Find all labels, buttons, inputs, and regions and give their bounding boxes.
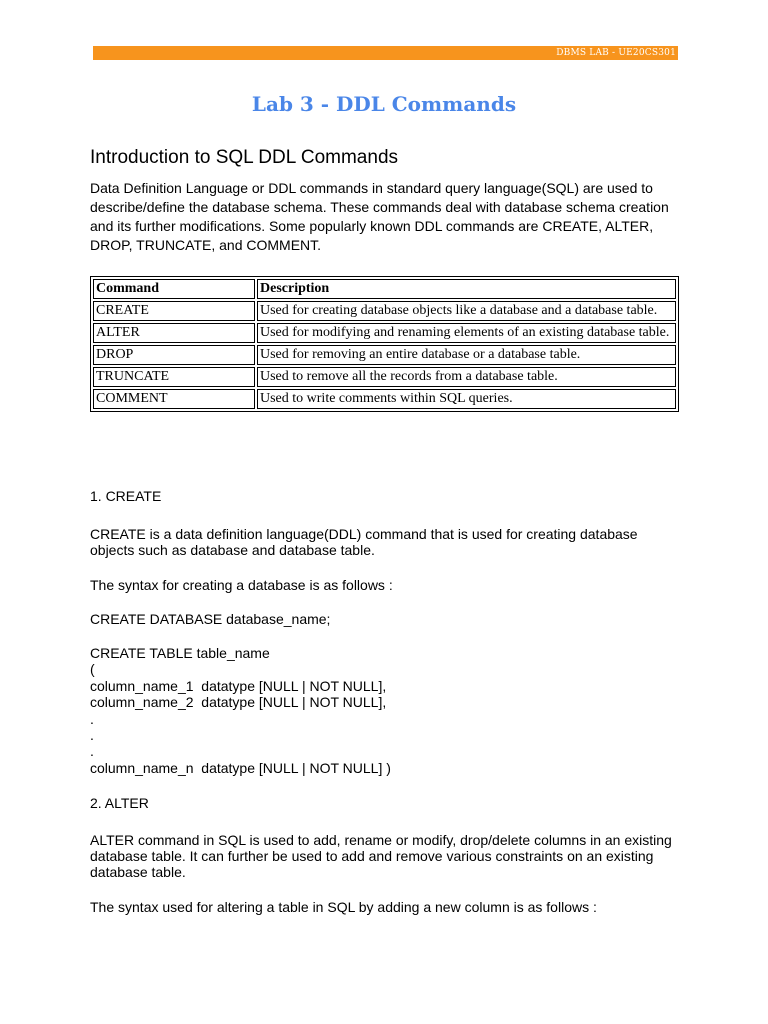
column-header-description: Description [257,279,676,299]
table-row [93,323,676,343]
command-cell: CREATE [93,301,255,321]
table-row [93,367,676,387]
command-cell: TRUNCATE [93,367,255,387]
header-band [93,46,678,60]
description-cell: Used to remove all the records from a database table. [257,367,676,387]
alter-heading: 2. ALTER [90,795,149,811]
description-cell: Used for creating database objects like a database and a database table. [257,301,676,321]
create-paragraph: CREATE is a data definition language(DDL) command that is used for creating database objects such as database and database table. [90,526,638,558]
code-line: column_name_1 datatype [NULL | NOT NULL], [90,677,387,694]
code-line: column_name_n datatype [NULL | NOT NULL] ) [90,759,391,776]
command-cell: DROP [93,345,255,365]
ddl-commands-table [90,276,679,412]
create-table-syntax [90,645,391,776]
page-title: Lab 3 - DDL Commands [251,92,517,116]
intro-heading: Introduction to SQL DDL Commands [90,147,399,168]
create-database-statement: CREATE DATABASE database_name; [90,611,331,627]
intro-paragraph: Data Definition Language or DDL commands in standard query language(SQL) are used to describe/define the database schema. These commands deal with database schema creation and its further modifications. Some popularly known DDL commands are CREATE, ALTER, DROP, TRUNCATE, and COMMENT. [90,180,669,253]
code-line: . [90,710,94,727]
header-band-text: DBMS LAB - UE20CS301 [556,48,676,58]
code-line: . [90,726,94,743]
code-line: CREATE TABLE table_name [90,645,270,661]
code-line: ( [90,661,95,678]
code-line: . [90,743,94,760]
description-cell: Used for modifying and renaming elements of an existing database table. [257,323,676,343]
table-row [93,345,676,365]
create-syntax-intro: The syntax for creating a database is as follows : [90,577,393,593]
column-header-command: Command [93,279,255,299]
alter-paragraph: ALTER command in SQL is used to add, rename or modify, drop/delete columns in an existing database table. It can further be used to add and remove various constraints on an existing database table. [90,832,672,880]
create-heading: 1. CREATE [90,488,162,504]
description-cell: Used to write comments within SQL queries. [257,389,676,409]
table-row [93,301,676,321]
alter-syntax-intro: The syntax used for altering a table in SQL by adding a new column is as follows : [90,899,597,915]
description-cell: Used for removing an entire database or a database table. [257,345,676,365]
command-cell: COMMENT [93,389,255,409]
command-cell: ALTER [93,323,255,343]
code-line: column_name_2 datatype [NULL | NOT NULL], [90,694,387,711]
table-row [93,389,676,409]
table-header-row [93,279,676,299]
